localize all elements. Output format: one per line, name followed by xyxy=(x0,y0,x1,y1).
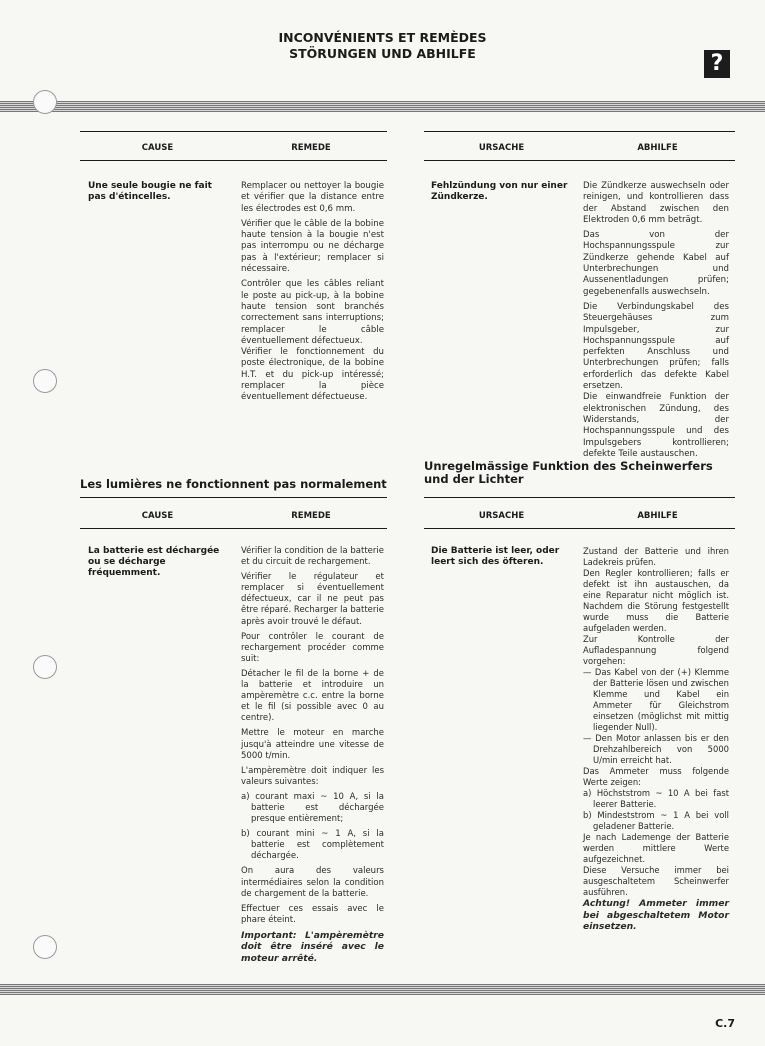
s2-right-remedy-p5: — Den Motor anlassen bis er den Drehzahlbereich von 5000 U/min erreicht hat. xyxy=(583,733,729,765)
s2-right-remedy-p1: Zustand der Batterie und ihren Ladekreis prüfen. xyxy=(583,546,729,567)
s2-right-remedy-p4: — Das Kabel von der (+) Klemme der Batterie lösen und zwischen Klemme und Kabel ein Ammeter für Gleichstrom einsetzen (möglichst mit mittig liegender Null). xyxy=(583,667,729,732)
s2-right-remedy-p6: Das Ammeter muss folgende Werte zeigen: xyxy=(583,766,729,787)
s1-left-col-cause: CAUSE xyxy=(141,143,174,153)
page-title-de: STÖRUNGEN UND ABHILFE xyxy=(289,46,476,61)
s2-left-heading: Les lumières ne fonctionnent pas normalement xyxy=(80,477,387,491)
s2-right-rule-top xyxy=(424,497,735,498)
s2-left-remedy-p9: On aura des valeurs intermédiaires selon la condition de chargement de la batterie. xyxy=(241,866,384,899)
s2-left-remedy-p7: a) courant maxi ~ 10 A, si la batterie est déchargée presque entièrement; xyxy=(241,791,384,825)
binder-hole-4 xyxy=(33,935,57,959)
s1-right-remedy-p2: Das von der Hochspannungsspule zur Zündkerze gehende Kabel auf Unterbrechungen und Aussenentladungen prüfen; gegebenenfalls auswechseln. xyxy=(583,230,729,297)
s2-left-remedy-p6: L'ampèremètre doit indiquer les valeurs suivantes: xyxy=(241,765,384,787)
s1-left-remedy-p4: Vérifier le fonctionnement du poste électronique, de la bobine H.T. et du pick-up intéressé; remplacer la pièce éventuellement défectueuse. xyxy=(241,347,384,403)
bottom-divider-band xyxy=(0,984,765,995)
s1-left-col-remedy: REMEDE xyxy=(291,143,331,153)
binder-hole-3 xyxy=(33,655,57,679)
s1-left-remedy-p1: Remplacer ou nettoyer la bougie et vérifier que la distance entre les électrodes est 0,6 mm. xyxy=(241,181,384,214)
s2-left-rule-top xyxy=(80,497,387,498)
s1-left-cause: Une seule bougie ne fait pas d'étincelles. xyxy=(88,181,212,202)
s1-left-remedy xyxy=(241,181,384,408)
s2-right-col-cause: URSACHE xyxy=(478,511,525,521)
s2-left-remedy-p8: b) courant mini ~ 1 A, si la batterie est complètement déchargée. xyxy=(241,829,384,862)
s2-left-remedy-p3: Pour contrôler le courant de rechargement procéder comme suit: xyxy=(241,631,384,664)
s1-right-cause: Fehlzündung von nur einer Zündkerze. xyxy=(431,181,568,202)
s2-right-cause: Die Batterie ist leer, oder leert sich des öfteren. xyxy=(431,546,560,567)
s1-right-remedy-p3: Die Verbindungskabel des Steuergehäuses zum Impulsgeber, zur Hochspannungsspule auf perfekten Anschluss und Unterbrechungen prüfen; falls erforderlich das defekte Kabel ersetzen. xyxy=(583,301,729,392)
s2-right-remedy-p9: Je nach Lademenge der Batterie werden mittlere Werte aufgezeichnet. xyxy=(583,832,729,864)
binder-hole-2 xyxy=(33,369,57,393)
s2-right-heading: Unregelmässige Funktion des Scheinwerfers und der Lichter xyxy=(424,459,713,486)
s2-right-col-remedy: ABHILFE xyxy=(637,511,678,521)
s2-right-rule-head xyxy=(424,528,735,529)
s2-left-remedy-p4: Détacher le fil de la borne + de la batterie et introduire un ampèremètre c.c. entre la borne et le fil (si possible avec 0 au centre). xyxy=(241,668,384,724)
s1-right-col-cause: URSACHE xyxy=(478,143,525,153)
s2-left-remedy xyxy=(241,546,384,968)
s1-right-remedy-p4: Die einwandfreie Funktion der elektronischen Zündung, des Widerstands, der Hochspannungsspule und des Impulsgebers kontrollieren; defekte Teile austauschen. xyxy=(583,392,729,459)
s2-left-remedy-p2: Vérifier le régulateur et remplacer si éventuellement défectueux, car il ne peut pas être réparé. Recharger la batterie après avoir trouvé le défaut. xyxy=(241,572,384,627)
s2-left-remedy-p10: Effectuer ces essais avec le phare éteint. xyxy=(241,903,384,925)
s2-right-remedy-p3: Zur Kontrolle der Aufladespannung folgend vorgehen: xyxy=(583,634,729,666)
s1-left-rule-head xyxy=(80,160,387,161)
s1-right-col-remedy: ABHILFE xyxy=(637,143,678,153)
page-number: C.7 xyxy=(715,1017,735,1030)
s2-left-col-cause: CAUSE xyxy=(141,511,174,521)
page-title-fr: INCONVÉNIENTS ET REMÈDES xyxy=(278,30,487,45)
s2-right-remedy-p2: Den Regler kontrollieren; falls er defekt ist ihn austauschen, da eine Reparatur nicht möglich ist. Nachdem die Störung festgestellt wurde muss die Batterie aufgeladen werden. xyxy=(583,568,729,633)
help-question-icon: ? xyxy=(704,50,730,78)
s1-right-rule-head xyxy=(424,160,735,161)
s1-left-rule-top xyxy=(80,131,387,132)
s2-left-cause: La batterie est déchargée ou se décharge fréquemment. xyxy=(88,546,220,578)
s2-right-remedy-p8: b) Mindeststrom ~ 1 A bei voll geladener Batterie. xyxy=(583,810,729,831)
s2-right-remedy xyxy=(583,546,729,933)
s2-left-remedy-p1: Vérifier la condition de la batterie et du circuit de rechargement. xyxy=(241,546,384,568)
s2-left-rule-head xyxy=(80,528,387,529)
s2-right-remedy-p10: Diese Versuche immer bei ausgeschaltetem Scheinwerfer ausführen. xyxy=(583,865,729,897)
s1-right-remedy xyxy=(583,181,729,464)
s1-right-rule-top xyxy=(424,131,735,132)
binder-hole-1 xyxy=(33,90,57,114)
s2-right-remedy-p7: a) Höchststrom ~ 10 A bei fast leerer Batterie. xyxy=(583,788,729,809)
s1-left-remedy-p3: Contrôler que les câbles reliant le poste au pick-up, à la bobine haute tension sont branchés correctement sans interruptions; remplacer le câble éventuellement défectueux. xyxy=(241,279,384,346)
s2-left-remedy-p5: Mettre le moteur en marche jusqu'à atteindre une vitesse de 5000 t/min. xyxy=(241,728,384,761)
s2-left-col-remedy: REMEDE xyxy=(291,511,331,521)
s2-left-important-note: Important: L'ampèremètre doit être inséré avec le moteur arrêté. xyxy=(241,929,384,964)
top-divider-band xyxy=(0,101,765,112)
s2-right-important-note: Achtung! Ammeter immer bei abgeschaltetem Motor einsetzen. xyxy=(583,898,729,932)
s1-right-remedy-p1: Die Zündkerze auswechseln oder reinigen, und kontrollieren dass der Abstand zwischen den Elektroden 0,6 mm beträgt. xyxy=(583,181,729,225)
s1-left-remedy-p2: Vérifier que le câble de la bobine haute tension à la bougie n'est pas interrompu ou ne décharge pas à l'extérieur; remplacer si nécessaire. xyxy=(241,218,384,275)
